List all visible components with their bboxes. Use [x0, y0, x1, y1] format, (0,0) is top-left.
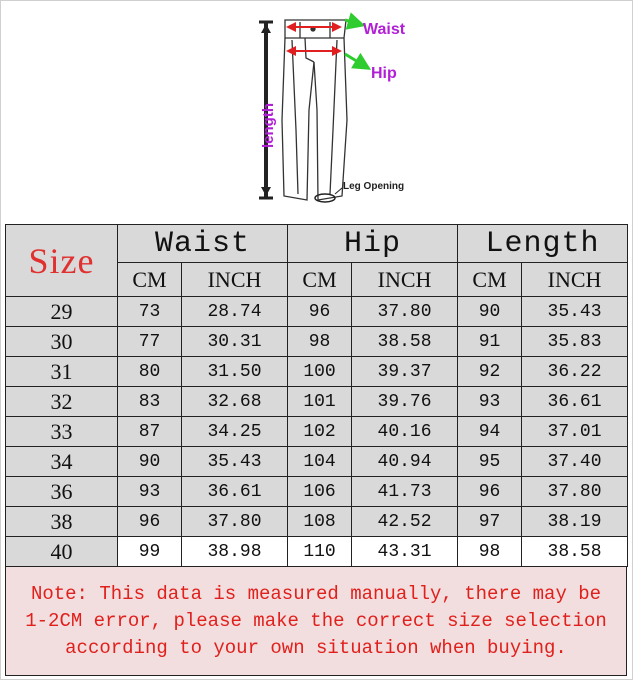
pants-outline — [282, 20, 347, 200]
waist-inch-header: INCH — [182, 263, 288, 297]
waist-cm-cell: 83 — [118, 387, 182, 417]
table-row — [6, 477, 628, 507]
hip-cm-cell: 106 — [288, 477, 352, 507]
waist-cm-header: CM — [118, 263, 182, 297]
length-cm-cell: 93 — [458, 387, 522, 417]
table-row — [6, 537, 628, 567]
waist-cm-cell: 96 — [118, 507, 182, 537]
length-inch-cell: 35.43 — [522, 297, 628, 327]
waist-inch-cell: 38.98 — [182, 537, 288, 567]
table-row — [6, 387, 628, 417]
waist-inch-cell: 30.31 — [182, 327, 288, 357]
measurement-note — [5, 566, 627, 676]
hip-arrow — [345, 54, 368, 68]
length-cm-cell: 91 — [458, 327, 522, 357]
length-cm-cell: 95 — [458, 447, 522, 477]
pants-diagram — [0, 0, 633, 224]
hip-group-header: Hip — [288, 225, 458, 263]
size-cell: 29 — [6, 297, 118, 327]
hip-inch-header: INCH — [352, 263, 458, 297]
hip-inch-cell: 42.52 — [352, 507, 458, 537]
hip-cm-cell: 104 — [288, 447, 352, 477]
leg-opening-diagram-label: Leg Opening — [343, 181, 405, 192]
hip-cm-header: CM — [288, 263, 352, 297]
table-row — [6, 327, 628, 357]
length-group-header: Length — [458, 225, 628, 263]
waist-cm-cell: 80 — [118, 357, 182, 387]
hip-diagram-label: Hip — [371, 65, 397, 82]
note-line-3: according to your own situation when buying. — [65, 636, 567, 659]
table-row — [6, 297, 628, 327]
waist-inch-cell: 32.68 — [182, 387, 288, 417]
length-cm-cell: 94 — [458, 417, 522, 447]
size-cell: 32 — [6, 387, 118, 417]
length-inch-cell: 35.83 — [522, 327, 628, 357]
waist-inch-cell: 34.25 — [182, 417, 288, 447]
table-row — [6, 417, 628, 447]
size-cell: 34 — [6, 447, 118, 477]
length-cm-cell: 98 — [458, 537, 522, 567]
table-row — [6, 447, 628, 477]
waist-cm-cell: 90 — [118, 447, 182, 477]
size-chart-table — [5, 224, 628, 567]
waist-inch-cell: 37.80 — [182, 507, 288, 537]
length-cm-cell: 97 — [458, 507, 522, 537]
length-inch-cell: 37.80 — [522, 477, 628, 507]
hip-inch-cell: 41.73 — [352, 477, 458, 507]
waist-cm-cell: 77 — [118, 327, 182, 357]
table-row — [6, 507, 628, 537]
hip-inch-cell: 40.94 — [352, 447, 458, 477]
length-cm-header: CM — [458, 263, 522, 297]
length-inch-cell: 38.19 — [522, 507, 628, 537]
waist-inch-cell: 35.43 — [182, 447, 288, 477]
waist-inch-cell: 36.61 — [182, 477, 288, 507]
length-inch-header: INCH — [522, 263, 628, 297]
waist-inch-cell: 28.74 — [182, 297, 288, 327]
waist-cm-cell: 87 — [118, 417, 182, 447]
length-inch-cell: 36.22 — [522, 357, 628, 387]
waist-cm-cell: 99 — [118, 537, 182, 567]
hip-cm-cell: 102 — [288, 417, 352, 447]
size-cell: 36 — [6, 477, 118, 507]
size-cell: 40 — [6, 537, 118, 567]
hip-cm-cell: 110 — [288, 537, 352, 567]
hip-inch-cell: 43.31 — [352, 537, 458, 567]
length-cm-cell: 96 — [458, 477, 522, 507]
hip-inch-cell: 39.76 — [352, 387, 458, 417]
hip-cm-cell: 100 — [288, 357, 352, 387]
waist-cm-cell: 73 — [118, 297, 182, 327]
size-column-header: Size — [6, 225, 118, 297]
hip-cm-cell: 98 — [288, 327, 352, 357]
size-cell: 38 — [6, 507, 118, 537]
length-cm-cell: 90 — [458, 297, 522, 327]
waist-inch-cell: 31.50 — [182, 357, 288, 387]
hip-inch-cell: 39.37 — [352, 357, 458, 387]
length-inch-cell: 37.01 — [522, 417, 628, 447]
length-inch-cell: 38.58 — [522, 537, 628, 567]
note-text — [21, 581, 611, 662]
hip-cm-cell: 108 — [288, 507, 352, 537]
waist-arrow — [345, 20, 362, 25]
waist-cm-cell: 93 — [118, 477, 182, 507]
size-cell: 33 — [6, 417, 118, 447]
size-cell: 30 — [6, 327, 118, 357]
length-inch-cell: 37.40 — [522, 447, 628, 477]
hip-inch-cell: 40.16 — [352, 417, 458, 447]
note-line-2: 1-2CM error, please make the correct size selection — [25, 609, 607, 632]
hip-cm-cell: 96 — [288, 297, 352, 327]
waist-group-header: Waist — [118, 225, 288, 263]
hip-inch-cell: 38.58 — [352, 327, 458, 357]
length-cm-cell: 92 — [458, 357, 522, 387]
hip-cm-cell: 101 — [288, 387, 352, 417]
note-line-1: Note: This data is measured manually, there may be — [30, 582, 602, 605]
table-row — [6, 357, 628, 387]
length-diagram-label: length — [260, 103, 277, 148]
length-inch-cell: 36.61 — [522, 387, 628, 417]
size-cell: 31 — [6, 357, 118, 387]
hip-inch-cell: 37.80 — [352, 297, 458, 327]
waist-diagram-label: Waist — [363, 21, 406, 38]
